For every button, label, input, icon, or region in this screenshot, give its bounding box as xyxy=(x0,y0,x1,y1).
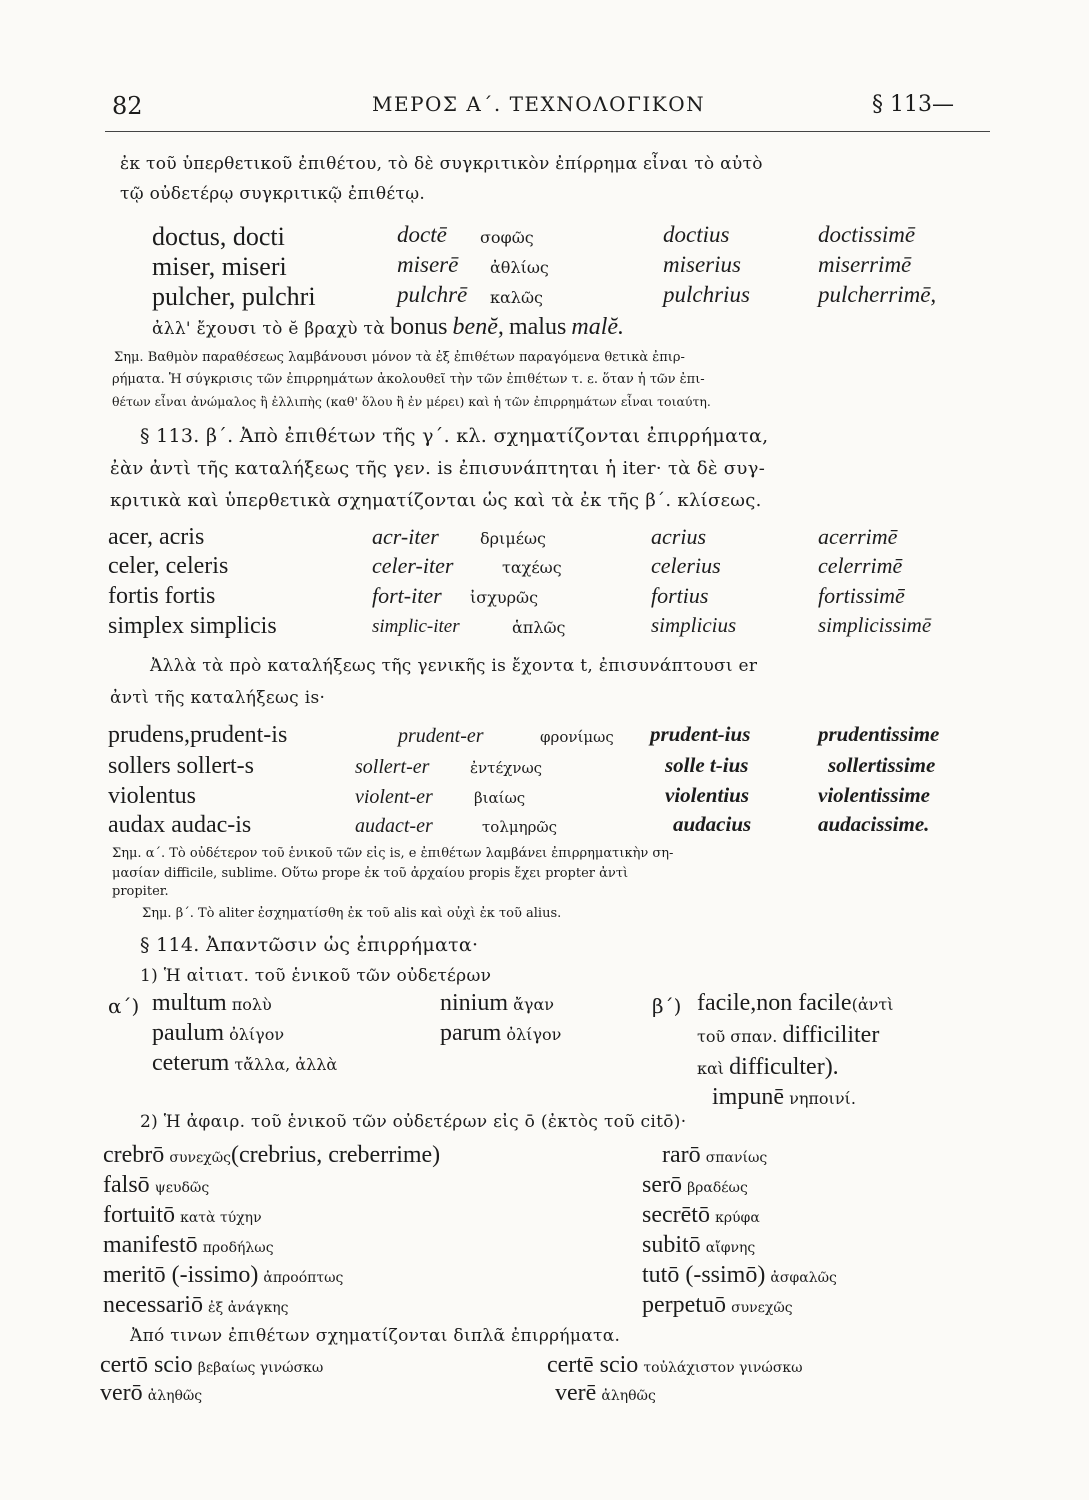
table-row xyxy=(0,753,1089,785)
latin-word: facile,non facile xyxy=(697,990,852,1016)
header-rule xyxy=(105,131,990,132)
comparative: prudent-ius xyxy=(650,722,751,746)
list-item xyxy=(100,1380,202,1407)
superlative: miserrimē xyxy=(818,252,912,277)
greek-gloss: ψευδῶς xyxy=(154,1180,210,1196)
adverb-greek: ἰσχυρῶς xyxy=(470,588,539,607)
note-1-line-1: Σημ. Βαθμὸν παραθέσεως λαμβάνουσι μόνον τὰ ἐξ ἐπιθέτων παραγόμενα θετικὰ ἐπιρ- xyxy=(114,350,685,365)
table-row xyxy=(0,583,1089,615)
adjective: prudens,prudent-is xyxy=(108,722,288,748)
list-item xyxy=(440,990,554,1017)
superlative: prudentissime xyxy=(818,722,940,746)
greek-gloss: τοῦ σπαν. xyxy=(697,1027,778,1046)
adverb: violent-er xyxy=(355,786,433,808)
greek-gloss: πολὺ xyxy=(231,995,272,1014)
latin-word: rarō xyxy=(662,1142,701,1168)
adverb: simplic-iter xyxy=(372,616,460,637)
superlative: sollertissime xyxy=(828,753,936,777)
note-1-line-3: θέτων εἶναι ἀνώμαλος ἢ ἐλλιπὴς (καθ' ὅλου ἢ ἐν μέρει) καὶ ἡ τῶν ἐπιρρημάτων εἶναι τοιαύτη. xyxy=(112,394,711,409)
adverb-greek: βιαίως xyxy=(474,789,526,807)
table-row xyxy=(0,252,1089,284)
note-2-line-1: Σημ. α΄. Τὸ οὐδέτερον τοῦ ἑνικοῦ τῶν εἰς is, e ἐπιθέτων λαμβάνει ἐπιρρηματικὴν ση- xyxy=(112,846,674,861)
latin-word: falsō xyxy=(103,1172,150,1198)
running-title: ΜΕΡΟΣ Α΄. ΤΕΧΝΟΛΟΓΙΚΟΝ xyxy=(372,92,706,116)
latin-word: fortuitō xyxy=(103,1202,175,1228)
greek-gloss: ἀληθῶς xyxy=(147,1388,203,1404)
latin-word: ninium xyxy=(440,990,509,1016)
paragraph-t-line-1: Ἀλλὰ τὰ πρὸ καταλήξεως τῆς γενικῆς is ἔχοντα t, ἐπισυνάπτουσι er xyxy=(150,656,758,676)
superlative: pulcherrimē, xyxy=(818,282,937,307)
greek-gloss: (ἀντὶ xyxy=(851,995,894,1014)
list-label-b: β΄) xyxy=(652,994,682,1018)
note-2-line-3: propiter. xyxy=(112,884,169,899)
superlative: acerrimē xyxy=(818,524,898,549)
adverb: sollert-er xyxy=(355,756,430,778)
intro-line-2: τῷ οὐδετέρῳ συγκριτικῷ ἐπιθέτῳ. xyxy=(120,184,426,204)
table-row xyxy=(0,524,1089,556)
list-item xyxy=(440,1020,561,1047)
list-item xyxy=(642,1292,793,1319)
greek-gloss: ὀλίγον xyxy=(506,1025,562,1044)
section-113b-line-2: ἐὰν ἀντὶ τῆς καταλήξεως τῆς γεν. is ἐπισυνάπτηται ἡ iter· τὰ δὲ συγ- xyxy=(110,458,766,479)
latin-word: multum xyxy=(152,990,227,1016)
latin-word: certō scio xyxy=(100,1352,193,1378)
list-item xyxy=(152,1050,337,1077)
list-item xyxy=(642,1172,748,1199)
adverb: pulchrē xyxy=(397,282,468,307)
adjective: pulcher, pulchri xyxy=(152,282,316,311)
superlative: violentissime xyxy=(818,783,930,807)
comparative: celerius xyxy=(651,553,721,578)
adverb: doctē xyxy=(397,222,447,247)
comparative: solle t-ius xyxy=(665,753,749,777)
list-item xyxy=(712,1084,856,1111)
adjective: celer, celeris xyxy=(108,553,229,579)
list-item xyxy=(697,1022,879,1049)
list-item xyxy=(662,1142,767,1169)
table-row xyxy=(0,553,1089,585)
list-item xyxy=(547,1352,803,1379)
table-row xyxy=(0,613,1089,645)
comparative: simplicius xyxy=(651,613,737,637)
greek-gloss: τἄλλα, ἀλλὰ xyxy=(234,1055,338,1074)
greek-gloss: τοὐλάχιστον γινώσκω xyxy=(643,1360,803,1376)
comparative: miserius xyxy=(663,252,741,277)
adverb-greek: ταχέως xyxy=(502,558,562,577)
subsection-1-heading: 1) Ἡ αἰτιατ. τοῦ ἑνικοῦ τῶν οὐδετέρων xyxy=(140,966,492,986)
section-114-heading: § 114. Ἀπαντῶσιν ὡς ἐπιρρήματα· xyxy=(140,934,479,956)
latin-word: difficulter). xyxy=(729,1054,839,1080)
section-reference: § 113— xyxy=(872,92,954,117)
latin-word: difficiliter xyxy=(782,1022,880,1048)
latin-word: verō xyxy=(100,1380,143,1406)
table-row xyxy=(0,722,1089,754)
latin-word: crebrō xyxy=(103,1142,165,1168)
adverb: miserē xyxy=(397,252,459,277)
exception-italic-1: benĕ, xyxy=(452,314,504,340)
exception-line xyxy=(152,314,624,341)
greek-gloss: ἀπροόπτως xyxy=(263,1270,344,1286)
section-113b-line-1: § 113. β΄. Ἀπὸ ἐπιθέτων τῆς γ΄. κλ. σχηματίζονται ἐπιρρήματα, xyxy=(140,425,769,447)
latin-word: ceterum xyxy=(152,1050,230,1076)
superlative: fortissimē xyxy=(818,583,905,608)
adjective: simplex simplicis xyxy=(108,613,277,639)
greek-gloss: ὀλίγον xyxy=(229,1025,285,1044)
latin-word: parum xyxy=(440,1020,502,1046)
list-item xyxy=(642,1232,755,1259)
list-item xyxy=(103,1232,274,1259)
note-3: Σημ. β΄. Τὸ aliter ἐσχηματίσθη ἐκ τοῦ alis καὶ οὐχὶ ἐκ τοῦ alius. xyxy=(142,906,562,921)
table-row xyxy=(0,812,1089,844)
greek-gloss: κατὰ τύχην xyxy=(180,1210,262,1226)
table-row xyxy=(0,783,1089,815)
exception-italic-2: malĕ. xyxy=(571,314,625,340)
greek-gloss: ἀσφαλῶς xyxy=(770,1270,837,1286)
list-item xyxy=(103,1142,440,1169)
adverb-greek: τολμηρῶς xyxy=(482,818,558,836)
section-113b-line-3: κριτικὰ καὶ ὑπερθετικὰ σχηματίζονται ὡς καὶ τὰ ἐκ τῆς β΄. κλίσεως. xyxy=(110,490,762,511)
greek-gloss: συνεχῶς xyxy=(169,1150,231,1166)
latin-word: subitō xyxy=(642,1232,701,1258)
latin-word: certē scio xyxy=(547,1352,639,1378)
paragraph-t-line-2: ἀντὶ τῆς καταλήξεως is· xyxy=(110,688,326,708)
greek-gloss: κρύφα xyxy=(715,1210,760,1226)
greek-gloss: αἴφνης xyxy=(705,1240,756,1256)
comparative: violentius xyxy=(665,783,750,807)
latin-word: paulum xyxy=(152,1020,224,1046)
greek-gloss: βεβαίως γινώσκω xyxy=(197,1360,324,1376)
greek-gloss: ἄγαν xyxy=(513,995,555,1014)
adverb-greek: καλῶς xyxy=(490,288,543,307)
adverb: audact-er xyxy=(355,815,433,837)
latin-word: tutō (-ssimō) xyxy=(642,1262,766,1288)
latin-word: verē xyxy=(555,1380,597,1406)
superlative: simplicissimē xyxy=(818,613,932,637)
latin-word: serō xyxy=(642,1172,682,1198)
list-item xyxy=(642,1202,760,1229)
comparative: acrius xyxy=(651,524,706,549)
latin-word: impunē xyxy=(712,1084,784,1110)
adjective: doctus, docti xyxy=(152,222,285,251)
greek-gloss: σπανίως xyxy=(705,1150,768,1166)
list-item xyxy=(697,1054,839,1081)
note-1-line-2: ρήματα. Ἡ σύγκρισις τῶν ἐπιρρημάτων ἀκολουθεῖ τὴν τῶν ἐπιθέτων τ. ε. ὅταν ἡ τῶν ἐπι- xyxy=(112,372,705,387)
adjective: acer, acris xyxy=(108,524,205,550)
adjective: fortis fortis xyxy=(108,583,216,609)
greek-gloss: ἐξ ἀνάγκης xyxy=(208,1300,289,1316)
list-item xyxy=(152,990,272,1017)
list-item xyxy=(103,1172,209,1199)
latin-word: secrētō xyxy=(642,1202,710,1228)
adverb-greek: σοφῶς xyxy=(480,228,534,247)
exception-latin-1: bonus xyxy=(390,314,448,340)
list-item xyxy=(697,990,893,1017)
list-label-a: α΄) xyxy=(108,994,140,1018)
list-item xyxy=(642,1262,837,1289)
superlative: audacissime. xyxy=(818,812,930,836)
table-row xyxy=(0,282,1089,314)
exception-greek: ἀλλ' ἔχουσι τὸ ĕ βραχὺ τὰ xyxy=(152,319,386,339)
comparative: pulchrius xyxy=(663,282,750,307)
greek-gloss: συνεχῶς xyxy=(731,1300,793,1316)
table-row xyxy=(0,222,1089,254)
adjective: miser, miseri xyxy=(152,252,287,281)
greek-gloss: βραδέως xyxy=(687,1180,748,1196)
adverb-greek: ἀθλίως xyxy=(490,258,549,277)
comparative: audacius xyxy=(673,812,752,836)
comparative: fortius xyxy=(651,583,709,608)
page-number: 82 xyxy=(112,92,143,120)
list-item xyxy=(100,1352,323,1379)
list-item xyxy=(103,1292,289,1319)
adjective: audax audac-is xyxy=(108,812,252,838)
adverb-greek: φρονίμως xyxy=(540,728,614,746)
adverb: acr-iter xyxy=(372,524,439,549)
latin-word: perpetuō xyxy=(642,1292,726,1318)
greek-gloss: καὶ xyxy=(697,1059,725,1078)
latin-word: manifestō xyxy=(103,1232,198,1258)
list-item xyxy=(152,1020,284,1047)
superlative: celerrimē xyxy=(818,553,903,578)
comparative: doctius xyxy=(663,222,730,247)
adverb-greek: ἁπλῶς xyxy=(512,618,566,637)
intro-line-1: ἐκ τοῦ ὑπερθετικοῦ ἐπιθέτου, τὸ δὲ συγκριτικὸν ἐπίρρημα εἶναι τὸ αὐτὸ xyxy=(120,154,763,174)
adverb: fort-iter xyxy=(372,583,442,608)
double-adverbs-intro: Ἀπό τινων ἐπιθέτων σχηματίζονται διπλᾶ ἐπιρρήματα. xyxy=(130,1326,621,1346)
adjective: violentus xyxy=(108,783,196,809)
greek-gloss: προδήλως xyxy=(202,1240,274,1256)
adverb: prudent-er xyxy=(398,725,484,747)
adverb: celer-iter xyxy=(372,553,454,578)
list-item xyxy=(555,1380,656,1407)
adverb-greek: δριμέως xyxy=(480,529,547,548)
latin-note: (crebrius, creberrime) xyxy=(230,1142,441,1168)
latin-word: meritō (-issimo) xyxy=(103,1262,259,1288)
note-2-line-2: μασίαν difficile, sublime. Οὕτω prope ἐκ τοῦ ἀρχαίου propis ἔχει propter ἀντὶ xyxy=(112,866,629,881)
superlative: doctissimē xyxy=(818,222,916,247)
greek-gloss: ἀληθῶς xyxy=(601,1388,656,1404)
subsection-2-heading: 2) Ἡ ἀφαιρ. τοῦ ἑνικοῦ τῶν οὐδετέρων εἰς ō (ἐκτὸς τοῦ citō)· xyxy=(140,1112,687,1132)
latin-word: necessariō xyxy=(103,1292,203,1318)
adverb-greek: ἐντέχνως xyxy=(470,759,543,777)
list-item xyxy=(103,1202,262,1229)
exception-latin-2: malus xyxy=(508,314,567,340)
adjective: sollers sollert-s xyxy=(108,753,254,779)
greek-gloss: νηποινί. xyxy=(789,1089,856,1108)
list-item xyxy=(103,1262,343,1289)
